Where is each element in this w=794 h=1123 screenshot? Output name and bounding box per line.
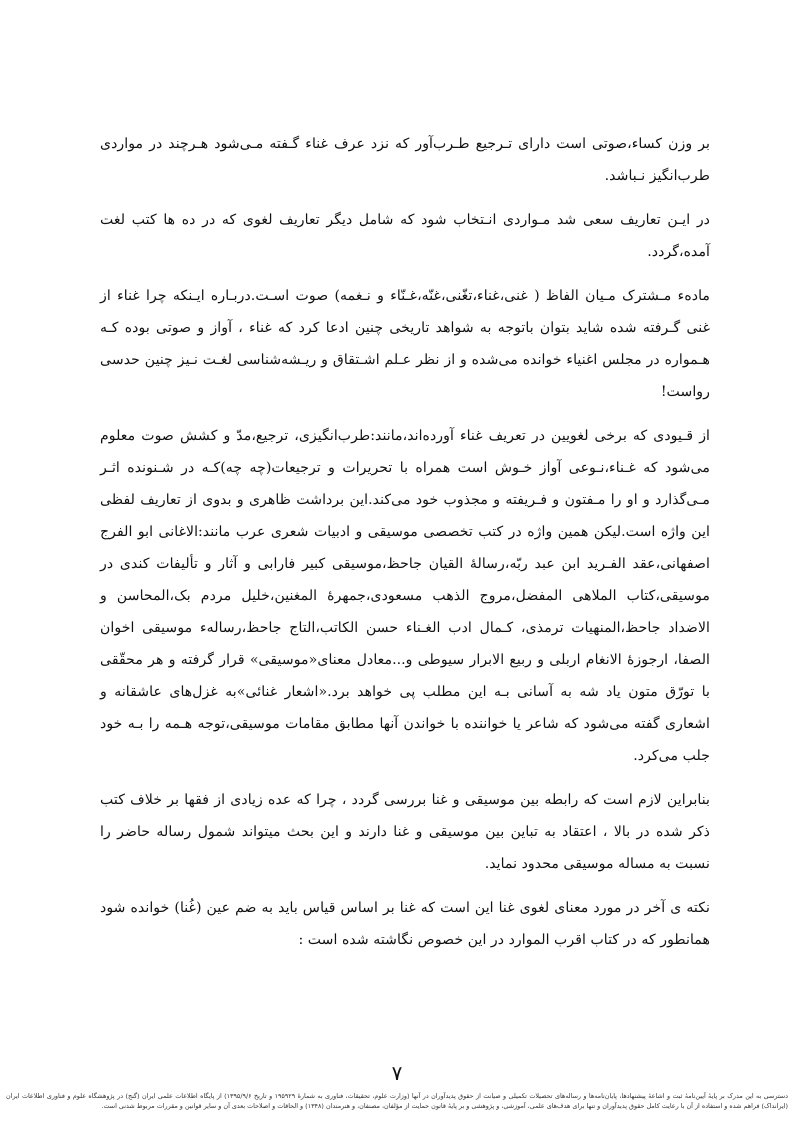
footer-notice: دسترسی به این مدرک بر پایهٔ آیین‌نامهٔ ثبت و اشاعهٔ پیشنهادها، پایان‌نامه‌ها و رساله‌های تحصیلات تکمیلی و صیانت از حقوق پدیدآوران در آنها (وزارت علوم، تحقیقات، فناوری به شمارهٔ ۱۹۵۹۲۹ و تاریخ ۱۳۹۵/۹/۶) از پایگاه اطلاعات علمی ایران (گنج) در پژوهشگاه علوم و فناوری اطلاعات ایران (ایرانداک) فراهم شده و استفاده از آن با رعایت کامل حقوق پدیدآوران و تنها برای هدف‌های علمی، آموزشی، و پژوهشی و بر پایهٔ قانون حمایت از مؤلفان، مصنفان، و هنرمندان (۱۳۴۸) و الحاقات و اصلاحات بعدی آن و سایر قوانین و مقررات مربوط شدنی است.	[6, 1092, 788, 1110]
paragraph-4: از قـیودی که برخی لغویین در تعریف غناء آورده‌اند،مانند:طرب‌انگیزی، ترجیع،مدّ و کشش صوت معلوم می‌شود که غـناء،نـوعی آواز خـوش است همراه با تحریرات و ترجیعات(چه چه)کـه در شـنونده اثـر مـی‌گذارد و او را مـفتون و فـریفته و مجذوب خود می‌کند.این برداشت ظاهری و بدوی از تعاریف لفظی این واژه است.لیکن همین واژه در کتب تخصصی موسیقی و ادبیات شعری عرب مانند:الاغانی ابو الفرج اصفهانی،عقد الفـرید ابن عبد ربّه،رسالهٔ القیان جاحظ،موسیقی کبیر فارابی و آثار و تألیفات کندی در موسیقی،کتاب الملاهی المفضل،مروج الذهب مسعودی،جمهرهٔ المغنین،خلیل مردم بک،المحاسن و الاضداد جاحظ،المنهیات ترمذی، کـمال ادب الغـناء حسن الکاتب،التاج جاحظ،رسالهء موسیقی اخوان الصفا، ارجوزهٔ الانغام اربلی و ربیع الابرار سیوطی و...معادل معنای«موسیقی» قرار گرفته و هر محقّقی با تورّق متون یاد شه به آسانی بـه این مطلب پی خواهد برد.«اشعار غنائی»به غزل‌های عاشقانه و اشعاری گفته می‌شود که شاعر یا خواننده با خواندن آنها مطابق مقامات موسیقی،توجه هـمه را بـه خود جلب می‌کرد.	[100, 428, 710, 764]
paragraph-3: مادهء مـشترک مـیان الفاظ ( غنی،غناء،تغّنی،غنّه،غـنّاء و نـغمه) صوت اسـت.دربـاره ایـنکه چرا غناء از غنی گـرفته شده شاید بتوان باتوجه به شواهد تاریخی چنین ادعا کرد که غناء ، آواز و صوتی بوده کـه هـمواره در مجلس اغنیاء خوانده می‌شده و از نظر عـلم اشـتقاق و ریـشه‌شناسی لغـت نـیز چنین حدسی رواست!	[100, 288, 710, 400]
paragraph-6: نکته ی آخر در مورد معنای لغوی غنا این است که غنا بر اساس قیاس باید به ضم عین (غُنا) خوانده شود همانطور که در کتاب اقرب الموارد در این خصوص نگاشته شده است :	[100, 900, 710, 948]
body-text	[100, 128, 710, 968]
page-number: ۷	[391, 1061, 403, 1085]
paragraph-5: بنابراین لازم است که رابطه بین موسیقی و غنا بررسی گردد ، چرا که عده زیادی از فقها بر خلاف کتب ذکر شده در بالا ، اعتقاد به تباین بین موسیقی و غنا دارند و این بحث میتواند شمول رساله حاضر را نسبت به مساله موسیقی محدود نماید.	[100, 792, 710, 872]
paragraph-1: بر وزن کساء،صوتی است دارای تـرجیع طـرب‌آور که نزد عرف غناء گـفته مـی‌شود هـرچند در مواردی طرب‌انگیز نـباشد.	[100, 136, 710, 184]
paragraph-2: در ایـن تعاریف سعی شد مـواردی انـتخاب شود که شامل دیگر تعاریف لغوی که در ده ها کتب لغت آمده،گردد.	[100, 212, 710, 260]
